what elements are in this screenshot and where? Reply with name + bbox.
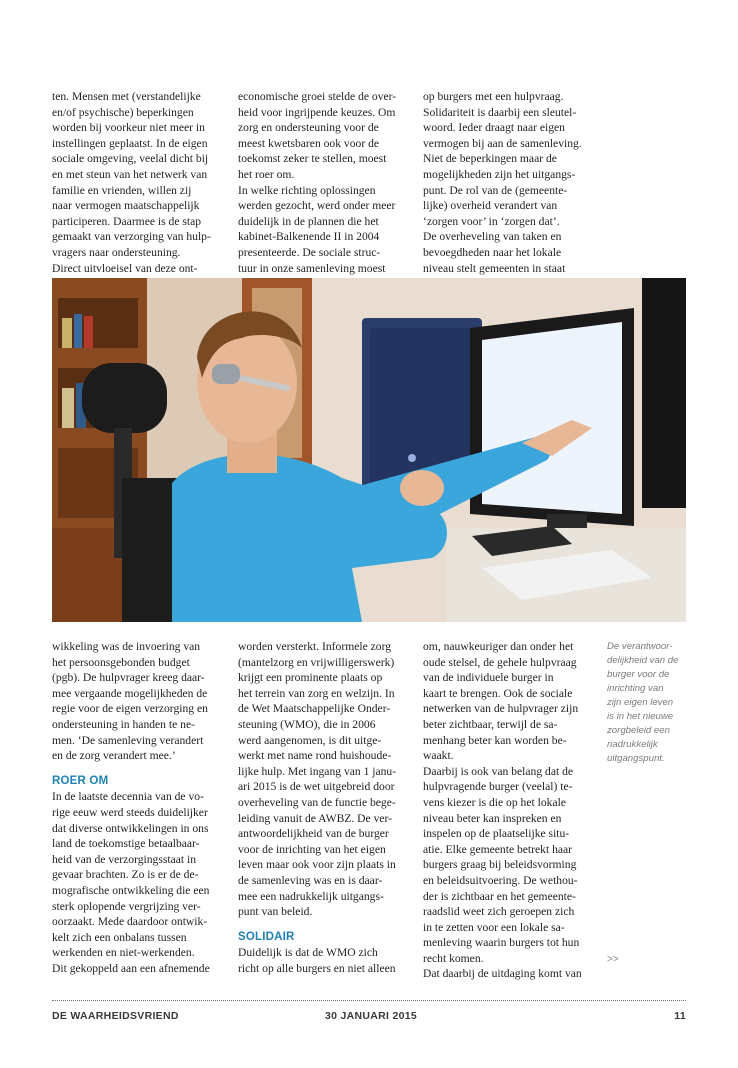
text-line: De overheveling van taken en (423, 230, 562, 244)
text-line: Dat daarbij de uitdaging komt van (423, 967, 582, 981)
bottom-column-1 (52, 639, 224, 976)
text-line: ‘zorgen voor’ in ‘zorgen dat’. (423, 214, 560, 228)
text-line: Daarbij is ook van belang dat de (423, 764, 574, 778)
text-line: werden gezocht, werd onder meer (238, 199, 396, 213)
text-line: gevaar brachten. Zo is er de de- (52, 868, 199, 882)
text-line: lijke) overheid verandert van (423, 199, 558, 213)
text-line: sociale omgeving, veelal dicht bij (52, 152, 209, 166)
text-line: regie voor de eigen verzorging en (52, 702, 208, 716)
text-line: sterk oplopende vergrijzing ver- (52, 899, 201, 913)
text-line: ten. Mensen met (verstandelijke (52, 90, 201, 103)
text-line: vermogen bij aan de samenleving. (423, 136, 582, 150)
text-line: de Wet Maatschappelijke Onder- (238, 702, 391, 716)
article-photo (52, 278, 686, 622)
text-line: ari 2015 is de wet uitgebreid door (238, 780, 395, 794)
top-column-3 (423, 89, 595, 276)
text-line: in te zetten voor een lokale sa- (423, 920, 565, 934)
text-line: (mantelzorg en vrijwilligerswerk) (238, 655, 395, 669)
text-line: gemaakt van verzorging van hulp- (52, 230, 211, 244)
text-line: burger voor de (607, 669, 670, 680)
text-line: Duidelijk is dat de WMO zich (238, 946, 378, 960)
text-line: uitgangspunt. (607, 753, 665, 764)
text-line: het persoonsgebonden budget (52, 655, 190, 669)
text-line: en/of psychische) beperkingen (52, 105, 194, 119)
text-line: van de individuele burger in (423, 671, 554, 685)
text-line: het terrein van zorg en welzijn. In (238, 686, 395, 700)
text-line: woord. Ieder draagt naar eigen (423, 121, 565, 135)
section-heading-solidair: SOLIDAIR (238, 930, 295, 943)
text-line: steuning (WMO), die in 2006 (238, 717, 376, 731)
text-line: inspelen op de plaatselijke situ- (423, 827, 570, 841)
paragraph (238, 639, 410, 920)
text-line: men. ‘De samenleving verandert (52, 733, 204, 747)
text-line: atie. Elke gemeente betrekt haar (423, 842, 573, 856)
text-line: economische groei stelde de over- (238, 90, 397, 103)
text-line: richt op alle burgers en niet alleen (238, 961, 396, 975)
text-line: de samenleving was en is daar- (238, 873, 383, 887)
footer-publication: DE WAARHEIDSVRIEND (52, 1010, 179, 1022)
text-line: burgers graag bij beleidsvorming (423, 858, 577, 872)
text-line: delijkheid van de (607, 655, 679, 666)
text-line: niveau beter kan inspreken en (423, 811, 562, 825)
paragraph (238, 945, 410, 976)
text-line: werkenden en niet-werkenden. (52, 946, 195, 960)
top-column-1 (52, 89, 224, 276)
text-line: toekomst zeker te stellen, moest (238, 152, 387, 166)
text-line: raadslid weet zich geroepen zich (423, 905, 575, 919)
text-line: duidelijk in de plannen die het (238, 214, 379, 228)
text-line: heid voor ingrijpende keuzes. Om (238, 105, 396, 119)
text-line: oude stelsel, de gehele hulpvraag (423, 655, 577, 669)
text-line: werkt met name rond huishoude- (238, 749, 392, 763)
text-line: zorgbeleid een (607, 725, 670, 736)
top-column-2 (238, 89, 410, 276)
text-line: beter zichtbaar, terwijl de sa- (423, 717, 558, 731)
text-line: antwoordelijkheid van de burger (238, 827, 389, 841)
text-line: werd aangenomen, is dit uitge- (238, 733, 382, 747)
text-line: mogelijkheden zijn het uitgangs- (423, 167, 576, 181)
text-line: (pgb). De hulpvrager kreeg daar- (52, 671, 205, 685)
text-line: het roer om. (238, 167, 295, 181)
text-line: Direct uitvloeisel van deze ont- (52, 261, 198, 275)
text-line: tuur in onze samenleving moest (238, 261, 386, 275)
footer-divider (52, 1000, 686, 1001)
text-line: der is zichtbaar en het gemeente- (423, 889, 576, 903)
text-line: menhang beter kan worden be- (423, 733, 567, 747)
text-line: mografische ontwikkeling die een (52, 883, 210, 897)
text-line: netwerken van de hulpvrager zijn (423, 702, 579, 716)
text-line: waakt. (423, 749, 454, 763)
text-line: vragers naar ondersteuning. (52, 245, 181, 259)
text-line: niveau stelt gemeenten in staat (423, 261, 566, 275)
text-line: leven maar ook voor zijn plaats in (238, 858, 396, 872)
text-line: hulpvragende burger (veelal) te- (423, 780, 573, 794)
text-line: nadrukkelijk (607, 739, 658, 750)
continue-marker: >> (607, 954, 619, 965)
paragraph (52, 789, 224, 976)
text-line: dat diverse ontwikkelingen in ons (52, 821, 209, 835)
bottom-column-2 (238, 639, 410, 976)
text-line: land de toekomstige betaalbaar- (52, 837, 200, 851)
text-line: overheveling van de functie bege- (238, 795, 396, 809)
text-line: ondersteuning in handen te ne- (52, 717, 195, 731)
text-line: menleving waarin burgers tot hun (423, 936, 580, 950)
text-line: rige eeuw werd steeds duidelijker (52, 805, 208, 819)
text-line: familie en vrienden, willen zij (52, 183, 192, 197)
text-line: zorg en ondersteuning voor de (238, 121, 379, 135)
text-line: participeren. Daarmee is de stap (52, 214, 202, 228)
text-line: De verantwoor- (607, 641, 673, 652)
text-line: zijn eigen leven (607, 697, 674, 708)
text-line: kelt zich een onbalans tussen (52, 930, 187, 944)
text-line: en met steun van het netwerk van (52, 167, 208, 181)
text-line: punt van beleid. (238, 905, 313, 919)
footer-date: 30 JANUARI 2015 (325, 1010, 418, 1022)
text-line: Niet de beperkingen maar de (423, 152, 557, 166)
text-line: In welke richting oplossingen (238, 183, 376, 197)
text-line: inrichting van (607, 683, 664, 694)
text-line: op burgers met een hulpvraag. (423, 90, 564, 103)
text-line: wikkeling was de invoering van (52, 640, 201, 653)
text-line: naar vermogen maatschappelijk (52, 199, 200, 213)
text-line: mee vergaande mogelijkheden de (52, 686, 208, 700)
text-line: meest kwetsbaren ook voor de (238, 136, 380, 150)
text-line: voor de inrichting van het eigen (238, 842, 386, 856)
page-number: 11 (674, 1010, 686, 1022)
text-line: presenteerde. De sociale struc- (238, 245, 381, 259)
text-line: leiding vanuit de AWBZ. De ver- (238, 811, 393, 825)
text-line: instellingen geplaatst. In de eigen (52, 136, 208, 150)
text-line: en de zorg verandert mee.’ (52, 749, 176, 763)
text-line: mee een nadrukkelijk uitgangs- (238, 889, 384, 903)
text-line: kaart te brengen. Ook de sociale (423, 686, 573, 700)
text-line: om, nauwkeuriger dan onder het (423, 640, 574, 653)
text-line: worden versterkt. Informele zorg (238, 640, 392, 653)
text-line: recht komen. (423, 951, 484, 965)
text-line: en beleidsuitvoering. De wethou- (423, 873, 578, 887)
text-line: lijke hulp. Met ingang van 1 janu- (238, 764, 397, 778)
photo-caption (607, 640, 707, 766)
bottom-column-3 (423, 639, 595, 982)
section-heading-roer-om: ROER OM (52, 774, 109, 787)
text-line: vens kiezer is die op het lokale (423, 795, 566, 809)
text-line: Solidariteit is daarbij een sleutel- (423, 105, 577, 119)
text-line: krijgt een prominente plaats op (238, 671, 383, 685)
text-line: heid van de verzorgingsstaat in (52, 852, 197, 866)
paragraph (52, 639, 224, 764)
text-line: Dit gekoppeld aan een afnemende (52, 961, 210, 975)
text-line: oorzaakt. Mede daardoor ontwik- (52, 915, 208, 929)
text-line: worden bij voorkeur niet meer in (52, 121, 205, 135)
text-line: is in het nieuwe (607, 711, 674, 722)
text-line: bevoegdheden naar het lokale (423, 245, 562, 259)
text-line: In de laatste decennia van de vo- (52, 790, 204, 804)
text-line: punt. De rol van de (gemeente- (423, 183, 568, 197)
text-line: kabinet-Balkenende II in 2004 (238, 230, 380, 244)
